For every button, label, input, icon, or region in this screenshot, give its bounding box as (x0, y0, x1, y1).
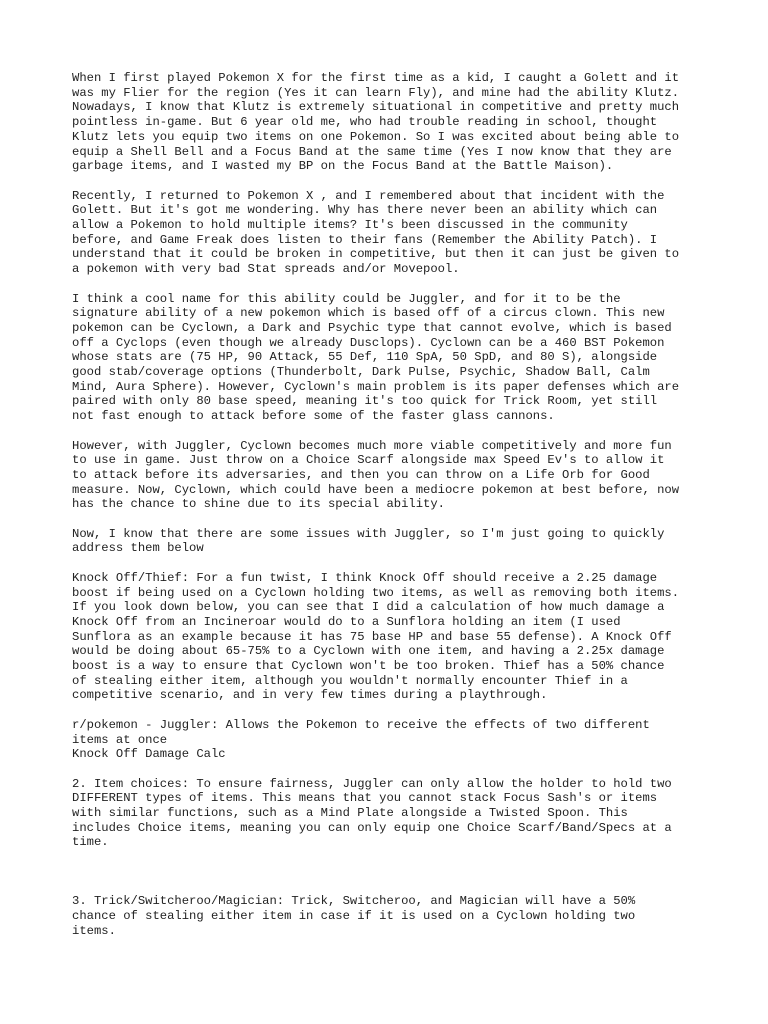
paragraph-issues: Now, I know that there are some issues with Juggler, so I'm just going to quickly address them below (72, 526, 665, 556)
paragraph-intro: When I first played Pokemon X for the first time as a kid, I caught a Golett and it was my Flier for the region (Yes it can learn Fly), and mine had the ability Klutz. Nowadays, I know that Klutz is extremely situational in competitive and pretty much pointless in-game. But 6 year old me, who had trouble reading in school, thought Klutz lets you equip two items on one Pokemon. So I was excited about being able to equip a Shell Bell and a Focus Band at the same time (Yes I now know that they are garbage items, and I wasted my BP on the Focus Band at the Battle Maison). (72, 71, 680, 174)
paragraph-recently: Recently, I returned to Pokemon X , and I remembered about that incident with the Golett. But it's got me wondering. Why has there never been an ability which can allow a Pokemon to hold multiple items? It's been discussed in the community before, and Game Freak does listen to their fans (Remember the Ability Patch). I understand that it could be broken in competitive, but then it can just be given to a pokemon with very bad Stat spreads and/or Movepool. (72, 188, 680, 277)
paragraph-image-captions: r/pokemon - Juggler: Allows the Pokemon to receive the effects of two different items at once Knock Off Damage Calc (72, 717, 650, 762)
paragraph-however: However, with Juggler, Cyclown becomes much more viable competitively and more fun to use in game. Just throw on a Choice Scarf alongside max Speed Ev's to allow it to attack before its adversaries, and then you can throw on a Life Orb for Good measure. Now, Cyclown, which could have been a mediocre pokemon at best before, now has the chance to shine due to its special ability. (72, 438, 680, 512)
blank-gap (72, 850, 712, 894)
paragraph-juggler-idea: I think a cool name for this ability could be Juggler, and for it to be the signature ability of a new pokemon which is based off of a circus clown. This new pokemon can be Cyclown, a Dark and Psychic type that cannot evolve, which is based off a Cyclops (even though we already Dusclops). Cyclown can be a 460 BST Pokemon whose stats are (75 HP, 90 Attack, 55 Def, 110 SpA, 50 SpD, and 80 S), alongside good stab/coverage options (Thunderbolt, Dark Pulse, Psychic, Shadow Ball, Calm Mind, Aura Sphere). However, Cyclown's main problem is its paper defenses which are paired with only 80 base speed, meaning it's too quick for Trick Room, yet still not fast enough to attack before some of the faster glass cannons. (72, 291, 680, 424)
paragraph-item-choices: 2. Item choices: To ensure fairness, Juggler can only allow the holder to hold two DIFFERENT types of items. This means that you cannot stack Focus Sash's or items with similar functions, such as a Mind Plate alongside a Twisted Spoon. This includes Choice items, meaning you can only equip one Choice Scarf/Band/Specs at a time. (72, 776, 672, 850)
document-page (72, 71, 712, 953)
paragraph-trick: 3. Trick/Switcheroo/Magician: Trick, Switcheroo, and Magician will have a 50% chance of stealing either item in case if it is used on a Cyclown holding two items. (72, 894, 636, 938)
paragraph-knock-off: Knock Off/Thief: For a fun twist, I think Knock Off should receive a 2.25 damage boost if being used on a Cyclown holding two items, as well as removing both items. If you look down below, you can see that I did a calculation of how much damage a Knock Off from an Incineroar would do to a Sunflora holding an item (I used Sunflora as an example because it has 75 base HP and base 55 defense). A Knock Off would be doing about 65-75% to a Cyclown with one item, and having a 2.25x damage boost is a way to ensure that Cyclown won't be too broken. Thief has a 50% chance of stealing either item, although you wouldn't normally encounter Thief in a competitive scenario, and in very few times during a playthrough. (72, 570, 680, 703)
